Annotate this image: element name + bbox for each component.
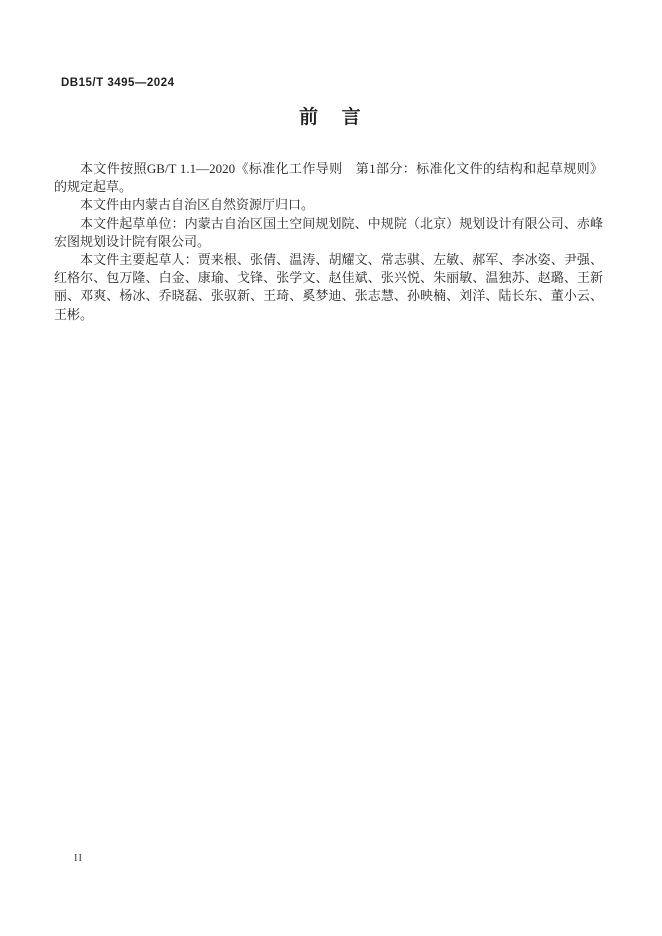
paragraph-centralized-by: 本文件由内蒙古自治区自然资源厅归口。 [80, 197, 315, 213]
paragraph-drafting-basis: 本文件按照GB/T 1.1—2020《标准化工作导则 第1部分：标准化文件的结构和起草规则》的规定起草。 [54, 161, 603, 195]
doc-number-header: DB15/T 3495—2024 [61, 77, 175, 89]
paragraph-main-drafters: 本文件主要起草人：贾来根、张倩、温涛、胡耀文、常志骐、左敏、郝军、李冰姿、尹强、红格尔、包万隆、白金、康瑜、戈锋、张学文、赵佳斌、张兴悦、朱丽敏、温独苏、赵璐、王新丽、邓爽、杨冰、乔晓磊、张驭新、王琦、奚梦迪、张志慧、孙映楠、刘洋、陆长东、董小云、王彬。 [54, 252, 603, 322]
page-number: II [74, 853, 83, 864]
paragraph-drafting-organizations: 本文件起草单位：内蒙古自治区国土空间规划院、中规院（北京）规划设计有限公司、赤峰宏图规划设计院有限公司。 [54, 215, 603, 249]
document-body [54, 160, 603, 324]
page-title: 前 言 [299, 107, 363, 128]
